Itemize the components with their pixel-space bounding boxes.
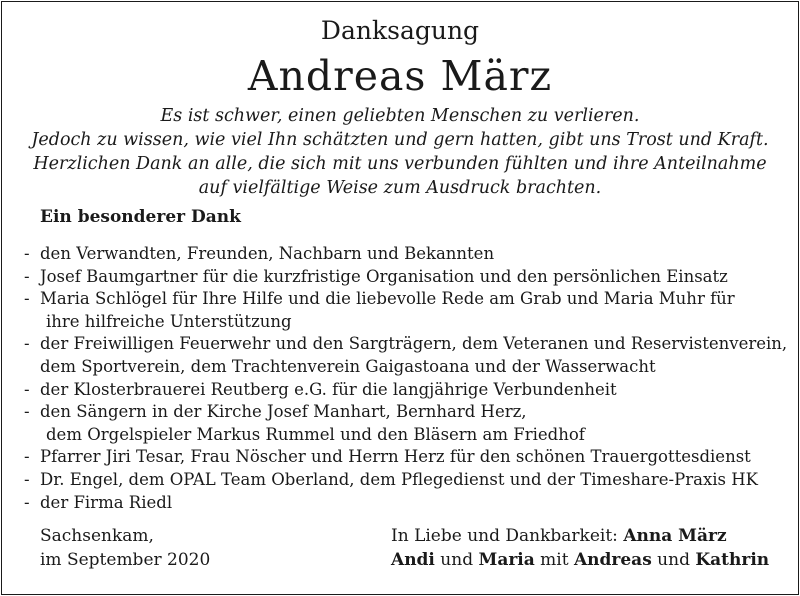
thanks-list (24, 243, 787, 514)
list-item-continuation: dem Orgelspieler Markus Rummel und den Bläsern am Friedhof (46, 424, 585, 444)
list-item (24, 469, 787, 492)
special-thanks-heading: Ein besonderer Dank (40, 207, 241, 227)
list-dash: - (24, 334, 30, 354)
signature-connector: mit (534, 550, 574, 570)
signature-intro: In Liebe und Dankbarkeit: (391, 526, 624, 546)
signature-block (391, 524, 769, 572)
list-dash: - (24, 469, 30, 489)
list-item-text: Josef Baumgartner für die kurzfristige Organisation und den persönlichen Einsatz (40, 266, 728, 286)
quote-line: auf vielfältige Weise zum Ausdruck brachten. (198, 178, 602, 198)
list-dash: - (24, 289, 30, 309)
signature-name: Andi (391, 550, 435, 570)
list-item (24, 288, 787, 333)
list-item-text: Dr. Engel, dem OPAL Team Oberland, dem Pflegedienst und der Timeshare-Praxis HK (40, 469, 758, 489)
list-item (24, 266, 787, 289)
list-item-text: Pfarrer Jiri Tesar, Frau Nöscher und Herrn Herz für den schönen Trauergottesdienst (40, 447, 751, 467)
list-dash: - (24, 402, 30, 422)
list-dash: - (24, 379, 30, 399)
place-line: Sachsenkam, (40, 526, 154, 546)
signature-line-2 (391, 548, 769, 572)
quote-line: Es ist schwer, einen geliebten Menschen zu verlieren. (160, 106, 640, 126)
quote-block (0, 104, 800, 200)
list-item (24, 446, 787, 469)
list-dash: - (24, 492, 30, 512)
quote-line: Herzlichen Dank an alle, die sich mit uns verbunden fühlten und ihre Anteilnahme (33, 154, 767, 174)
signature-connector: und (434, 550, 479, 570)
list-dash: - (24, 266, 30, 286)
list-item-text: den Sängern in der Kirche Josef Manhart, Bernhard Herz, (40, 402, 527, 422)
list-dash: - (24, 447, 30, 467)
signature-name: Anna März (623, 526, 727, 546)
signature-connector: und (651, 550, 696, 570)
quote-line: Jedoch zu wissen, wie viel Ihn schätzten und gern hatten, gibt uns Trost und Kraft. (31, 130, 769, 150)
list-dash: - (24, 244, 30, 263)
list-item-text: Maria Schlögel für Ihre Hilfe und die liebevolle Rede am Grab und Maria Muhr für (40, 289, 735, 309)
list-item-text: der Klosterbrauerei Reutberg e.G. für die langjährige Verbundenheit (40, 379, 617, 399)
signature-line-1 (391, 524, 769, 548)
list-item-text: der Freiwilligen Feuerwehr und den Sargträgern, dem Veteranen und Reservistenverein, (40, 334, 788, 354)
list-item (24, 379, 787, 402)
place-date (40, 524, 210, 572)
list-item-text: der Firma Riedl (40, 492, 173, 512)
list-item-text: den Verwandten, Freunden, Nachbarn und Bekannten (40, 244, 495, 263)
list-item (24, 492, 787, 515)
signature-name: Andreas (573, 550, 652, 570)
signature-name: Kathrin (695, 550, 770, 570)
signature-name: Maria (478, 550, 535, 570)
deceased-name: Andreas März (247, 52, 553, 100)
list-item (24, 243, 787, 266)
list-item-continuation: ihre hilfreiche Unterstützung (46, 311, 292, 331)
date-line: im September 2020 (40, 550, 211, 570)
notice-heading: Danksagung (320, 16, 480, 45)
list-item (24, 401, 787, 446)
list-item-continuation: dem Sportverein, dem Trachtenverein Gaigastoana und der Wasserwacht (40, 356, 656, 376)
list-item (24, 333, 787, 378)
